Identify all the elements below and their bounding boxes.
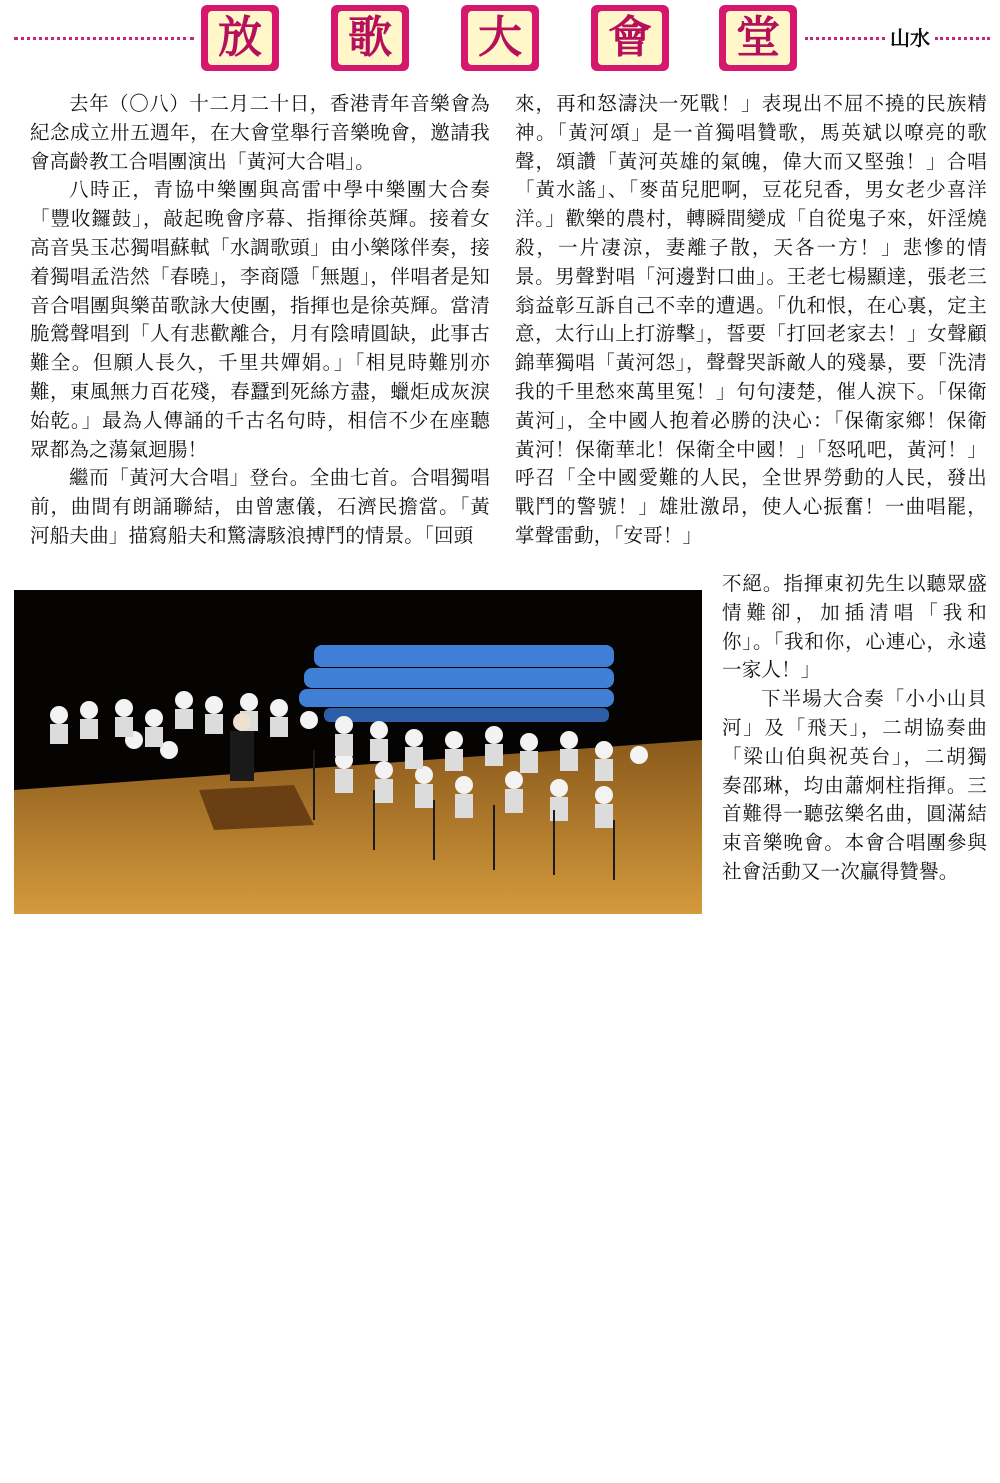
title-char-1: 放 [208, 11, 272, 65]
paragraph-continued: 來，再和怒濤決一死戰！」表現出不屈不撓的民族精神。「黃河頌」是一首獨唱贊歌，馬英斌以嘹亮的歌聲，頌讚「黃河英雄的氣魄，偉大而又堅強！」合唱「黃水謠」、「麥苗兒肥啊，豆花兒香，男女老少喜洋洋。」歡樂的農村，轉瞬間變成「自從鬼子來，奸淫燒殺，一片凄涼，妻離子散，天各一方！」悲慘的情景。男聲對唱「河邊對口曲」。王老七楊顯達，張老三翁益彰互訴自己不幸的遭遇。「仇和恨，在心裏，定主意，太行山上打游擊」，誓要「打回老家去！」女聲顧錦華獨唱「黃河怨」，聲聲哭訴敵人的殘暴，要「洗清我的千里愁來萬里冤！」句句淒楚，催人淚下。「保衛黃河」，全中國人抱着必勝的決心：「保衛家鄉！保衛黃河！保衛華北！保衛全中國！」「怒吼吧，黃河！」呼召「全中國愛難的人民，全世界勞動的人民，發出戰鬥的警號！」雄壯激昂，使人心振奮！一曲唱罷，掌聲雷動，「安哥！」 [515, 92, 987, 547]
title-tile-2 [331, 5, 409, 71]
header-dotted-rule-end [935, 37, 990, 40]
title-tile-3 [461, 5, 539, 71]
paragraph: 去年（〇八）十二月二十日，香港青年音樂會為紀念成立卅五週年，在大會堂舉行音樂晚會，邀請我會高齡教工合唱團演出「黃河大合唱」。 [30, 92, 490, 173]
title-char-3: 大 [468, 11, 532, 65]
title-char-2: 歌 [338, 11, 402, 65]
author-byline: 山水 [890, 26, 930, 50]
header-dotted-rule-left [14, 37, 194, 40]
conductor-figure [230, 713, 254, 781]
article-column-right [515, 90, 987, 551]
article-column-bottom-right [722, 570, 987, 887]
paragraph: 下半場大合奏「小小山貝河」及「飛天」，二胡協奏曲「梁山伯與祝英台」，二胡獨奏邵琳，均由蕭炯柱指揮。三首難得一聽弦樂名曲，圓滿結束音樂晚會。本會合唱團參與社會活動又一次贏得贊譽。 [722, 687, 987, 883]
header-dotted-rule-right [805, 37, 885, 40]
title-char-4: 會 [598, 11, 662, 65]
conductor-podium [199, 785, 314, 830]
paragraph: 八時正，青協中樂團與高雷中學中樂團大合奏「豐收鑼鼓」，敲起晚會序幕、指揮徐英輝。接着女高音吳玉芯獨唱蘇軾「水調歌頭」由小樂隊伴奏，接着獨唱孟浩然「春曉」，李商隱「無題」，伴唱者是知音合唱團與樂苗歌詠大使團，指揮也是徐英輝。當清脆鶯聲唱到「人有悲歡離合，月有陰晴圓缺，此事古難全。但願人長久，千里共嬋娟。」「相見時難別亦難，東風無力百花殘，春蠶到死絲方盡，蠟炬成灰淚始乾。」最為人傳誦的千古名句時，相信不少在座聽眾都為之蕩氣迴腸！ [30, 178, 490, 461]
concert-photo [14, 590, 702, 1482]
concert-photo-illustration [14, 590, 702, 914]
title-char-5: 堂 [726, 11, 790, 65]
title-tile-1 [201, 5, 279, 71]
title-tile-5 [719, 5, 797, 71]
choir-group [299, 645, 614, 722]
photo-caption: 合唱團在大會堂演出「黃河大合唱」 [42, 1463, 315, 1482]
title-tile-4 [591, 5, 669, 71]
paragraph: 繼而「黃河大合唱」登台。全曲七首。合唱獨唱前，曲間有朗誦聯結，由曾憲儀，石濟民擔當。「黃河船夫曲」描寫船夫和驚濤駭浪搏鬥的情景。「回頭 [30, 466, 490, 547]
article-header [0, 0, 1000, 85]
paragraph-continued: 不絕。指揮東初先生以聽眾盛情難卻，加插清唱「我和你」。「我和你，心連心，永遠一家人！」 [722, 572, 987, 682]
article-column-left [30, 90, 490, 551]
